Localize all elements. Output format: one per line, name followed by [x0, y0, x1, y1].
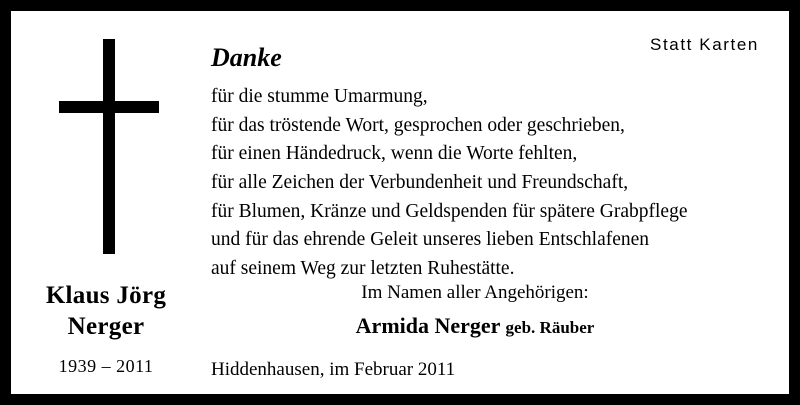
verse-line: auf seinem Weg zur letzten Ruhestätte. [211, 257, 515, 279]
deceased-name-line-2: Nerger [67, 312, 145, 340]
in-namen-label: Im Namen aller Angehörigen: [361, 282, 589, 303]
verse-line: für das tröstende Wort, gesprochen oder geschrieben, [211, 114, 625, 136]
notice-inner-frame [8, 8, 792, 397]
verse-line: für einen Händedruck, wenn die Worte fehlten, [211, 143, 578, 165]
survivor-name [211, 310, 739, 342]
closing-block [211, 279, 739, 341]
left-column [11, 11, 201, 394]
deceased-name-line-1: Klaus Jörg [45, 282, 167, 309]
deceased-name [11, 281, 201, 342]
cross-horizontal-bar [59, 101, 159, 113]
verse-line: und für das ehrende Geleit unseres lieben Entschlafenen [211, 229, 650, 251]
verse-line: für die stumme Umarmung, [211, 86, 428, 107]
survivor-name-text: Armida Nerger [355, 312, 501, 338]
danke-heading: Danke [211, 43, 282, 72]
statt-karten-label: Statt Karten [650, 35, 759, 54]
verse-line: für alle Zeichen der Verbundenheit und Freundschaft, [211, 171, 629, 193]
cross-vertical-bar [103, 39, 115, 254]
survivor-maiden-name: geb. Räuber [505, 317, 595, 337]
deceased-dates: 1939 – 2011 [58, 356, 154, 376]
verse-line: für Blumen, Kränze und Geldspenden für spätere Grabpflege [211, 200, 688, 222]
verse-text [211, 83, 731, 284]
place-and-date: Hiddenhausen, im Februar 2011 [211, 359, 456, 380]
cross-icon [59, 39, 159, 254]
